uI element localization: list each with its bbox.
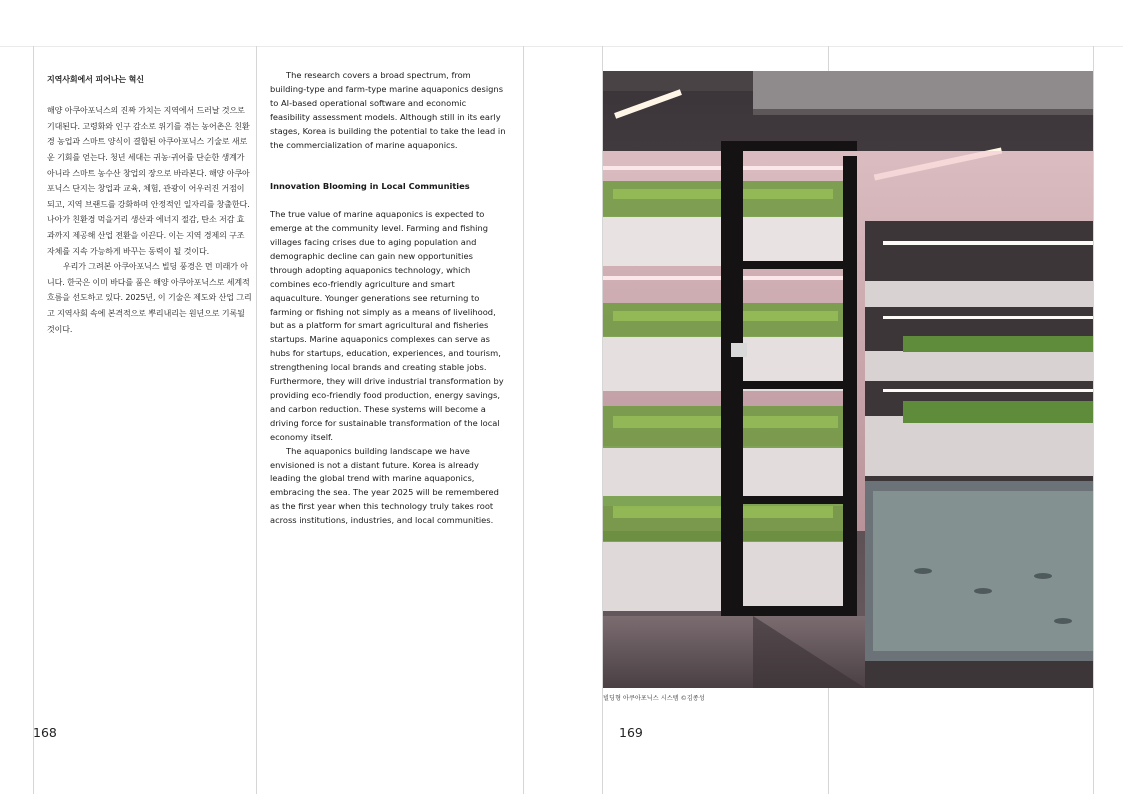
- korean-text-column: [47, 72, 252, 337]
- column-rule: [1093, 46, 1094, 794]
- korean-paragraph: 우리가 그려본 아쿠아포닉스 빌딩 풍경은 먼 미래가 아니다. 한국은 이미 바다를 품은 해양 아쿠아포닉스로 세계적 흐름을 선도하고 있다. 2025년, 이 기술은 제도와 산업 그리고 지역사회 속에 본격적으로 뿌리내리는 원년으로 기록될 것이다.: [47, 262, 252, 334]
- page-number-right: 169: [619, 725, 643, 740]
- english-text-column: [270, 69, 508, 528]
- column-rule: [256, 46, 257, 794]
- english-paragraph: The aquaponics building landscape we have envisioned is not a distant future. Korea is already leading the global trend with marine aquaponics, embracing the sea. The year 2025 will be remembered as the first year when this technology truly takes root across institutions, industries, and local communities.: [270, 445, 499, 526]
- aquaponics-photo: [603, 71, 1093, 688]
- english-section-heading: Innovation Blooming in Local Communities: [270, 181, 470, 192]
- english-paragraph: The true value of marine aquaponics is expected to emerge at the community level. Farming and fishing villages facing crises due to aging population and demographic decline can gain new opportunities through adopting aquaponics technology, which combines eco-friendly agriculture and smart aquaculture. Younger generations see returning to farming or fishing not simply as a means of livelihood, but as a platform for smart agricultural and fisheries startups. Marine aquaponics complexes can serve as hubs for startups, education, experiences, and tourism, strengthening local brands and creating stable jobs. Furthermore, they will drive industrial transformation by providing eco-friendly food production, energy savings, and carbon reduction. These systems will become a driving force for sustainable transformation of the local economy itself.: [270, 209, 504, 442]
- page-number-left: 168: [33, 725, 57, 740]
- top-rule: [0, 46, 1123, 47]
- korean-section-heading: 지역사회에서 피어나는 혁신: [47, 75, 144, 84]
- english-intro-paragraph: The research covers a broad spectrum, from building-type and farm-type marine aquaponics designs to AI-based operational software and economic feasibility assessment models. Although still in its early stages, Korea is building the potential to take the lead in the commercialization of marine aquaponics.: [270, 70, 506, 150]
- photo-caption: 빌딩형 아쿠아포닉스 시스템 ©김종성: [603, 695, 705, 702]
- korean-paragraph: 해양 아쿠아포닉스의 진짜 가치는 지역에서 드러날 것으로 기대된다. 고령화와 인구 감소로 위기를 겪는 농어촌은 친환경 농업과 스마트 양식이 결합된 아쿠아포닉스 기술로 새로운 기회를 얻는다. 청년 세대는 귀농·귀어를 단순한 생계가 아니라 스마트 농수산 창업의 장으로 바라본다. 해양 아쿠아포닉스 단지는 창업과 교육, 체험, 관광이 어우러진 거점이 되고, 지역 브랜드를 강화하며 안정적인 일자리를 창출한다. 나아가 친환경 먹을거리 생산과 에너지 절감, 탄소 저감 효과까지 제공해 산업 전환을 이끈다. 이는 지역 경제의 구조 자체를 지속 가능하게 바꾸는 동력이 될 것이다.: [47, 106, 250, 256]
- column-rule: [523, 46, 524, 794]
- column-rule: [33, 46, 34, 794]
